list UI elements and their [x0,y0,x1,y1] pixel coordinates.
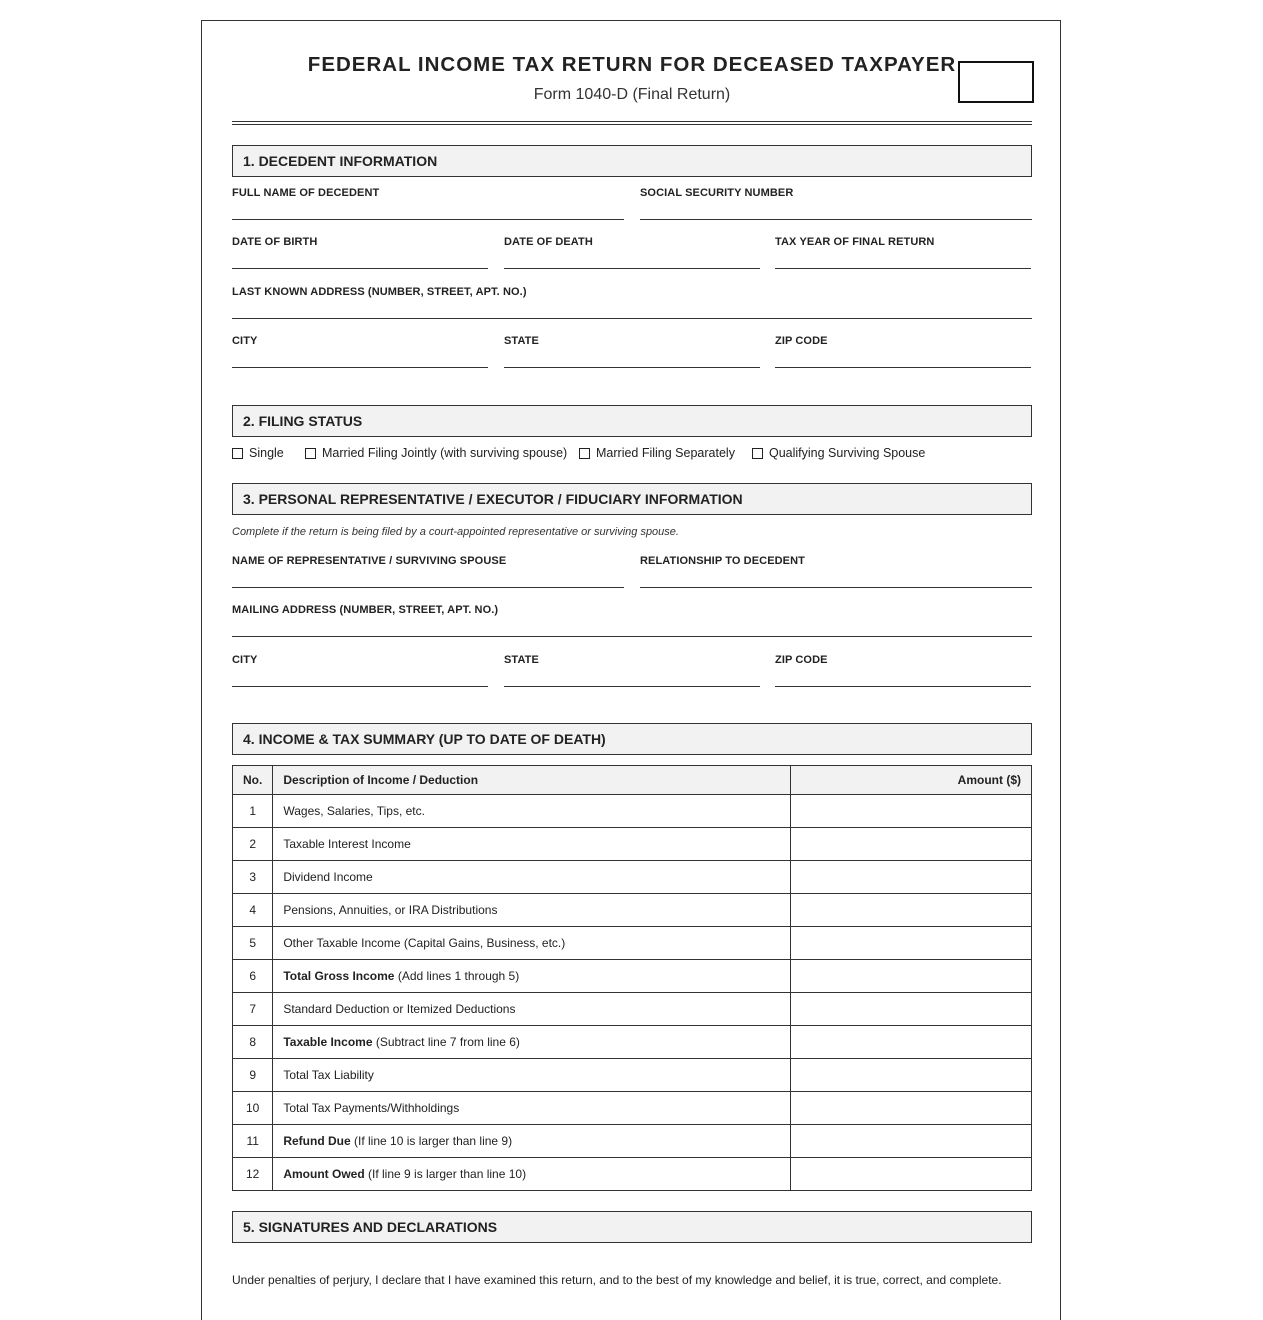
input-line[interactable] [232,367,488,368]
line-number: 12 [233,1158,273,1191]
line-number: 7 [233,993,273,1026]
line-description-text: Wages, Salaries, Tips, etc. [283,804,425,818]
amount-input-cell[interactable] [791,828,1032,861]
field-decedent-zip[interactable] [775,335,1031,347]
field-decedent-address[interactable] [232,286,1032,298]
amount-input-cell[interactable] [791,1092,1032,1125]
line-description [273,1125,791,1158]
field-decedent-dob[interactable] [232,236,488,248]
line-description [273,1092,791,1125]
form-number-box[interactable] [958,61,1034,103]
line-description-bold: Taxable Income [283,1035,373,1049]
line-description [273,795,791,828]
amount-input-cell[interactable] [791,894,1032,927]
amount-input-cell[interactable] [791,795,1032,828]
field-decedent-state[interactable] [504,335,760,347]
line-number: 6 [233,960,273,993]
column-header-description: Description of Income / Deduction [273,766,791,795]
line-description [273,861,791,894]
input-line[interactable] [640,587,1032,588]
checkbox-square[interactable] [232,448,243,459]
checkbox-married-jointly[interactable] [305,446,567,460]
line-number: 3 [233,861,273,894]
input-line[interactable] [775,686,1031,687]
line-description [273,993,791,1026]
column-header-no: No. [233,766,273,795]
line-description-text: Standard Deduction or Itemized Deductions [283,1002,516,1016]
amount-input-cell[interactable] [791,960,1032,993]
checkbox-label: Single [249,446,284,460]
field-representative-state[interactable] [504,654,760,666]
field-label: DATE OF DEATH [504,236,593,248]
filing-status-options [232,446,1032,464]
field-decedent-tax-year[interactable] [775,236,1031,248]
field-representative-city[interactable] [232,654,488,666]
field-decedent-full-name[interactable] [232,187,624,199]
line-description-text: (If line 9 is larger than line 10) [364,1167,527,1181]
field-decedent-ssn[interactable] [640,187,1032,199]
table-row [233,795,1032,828]
section-filing-heading: 2. FILING STATUS [232,405,1032,437]
field-label: STATE [504,335,539,347]
input-line[interactable] [504,686,760,687]
field-label: STATE [504,654,539,666]
amount-input-cell[interactable] [791,1125,1032,1158]
representative-note: Complete if the return is being filed by a court-appointed representative or surviving spouse. [232,526,679,538]
amount-input-cell[interactable] [791,1158,1032,1191]
line-description-text: Taxable Interest Income [283,837,411,851]
amount-input-cell[interactable] [791,927,1032,960]
field-representative-name[interactable] [232,555,624,567]
amount-input-cell[interactable] [791,1059,1032,1092]
input-line[interactable] [504,367,760,368]
line-description-text: (If line 10 is larger than line 9) [350,1134,513,1148]
input-line[interactable] [775,367,1031,368]
input-line[interactable] [775,268,1031,269]
table-row [233,1026,1032,1059]
field-label: LAST KNOWN ADDRESS (NUMBER, STREET, APT. NO.) [232,286,527,298]
checkbox-label: Married Filing Jointly (with surviving spouse) [322,446,568,460]
field-label: FULL NAME OF DECEDENT [232,187,380,199]
input-line[interactable] [232,219,624,220]
amount-input-cell[interactable] [791,993,1032,1026]
field-label: ZIP CODE [775,654,828,666]
line-number: 10 [233,1092,273,1125]
form-page [201,20,1061,1320]
line-description-text: (Subtract line 7 from line 6) [372,1035,520,1049]
form-content [232,21,1032,1287]
section-decedent-heading: 1. DECEDENT INFORMATION [232,145,1032,177]
line-description-text: Other Taxable Income (Capital Gains, Business, etc.) [283,936,566,950]
input-line[interactable] [232,686,488,687]
form-title: FEDERAL INCOME TAX RETURN FOR DECEASED TAXPAYER [307,53,957,76]
line-description [273,1026,791,1059]
field-representative-zip[interactable] [775,654,1031,666]
section-signatures-heading: 5. SIGNATURES AND DECLARATIONS [232,1211,1032,1243]
line-description [273,1059,791,1092]
field-representative-address[interactable] [232,604,1032,616]
line-description [273,1158,791,1191]
checkbox-label: Qualifying Surviving Spouse [769,446,926,460]
line-description-text: Total Tax Payments/Withholdings [283,1101,460,1115]
line-number: 11 [233,1125,273,1158]
line-number: 2 [233,828,273,861]
field-label: CITY [232,654,258,666]
checkbox-square[interactable] [579,448,590,459]
input-line[interactable] [640,219,1032,220]
table-header-row [233,766,1032,795]
header-divider [232,121,1032,125]
form-subtitle: Form 1040-D (Final Return) [533,86,731,103]
table-row [233,894,1032,927]
field-label: CITY [232,335,258,347]
income-table-body [233,795,1032,1191]
declaration-text: Under penalties of perjury, I declare that I have examined this return, and to the best of my knowledge and belief, it is true, correct, and complete. [232,1273,1002,1287]
section-income-heading: 4. INCOME & TAX SUMMARY (UP TO DATE OF DEATH) [232,723,1032,755]
column-header-amount: Amount ($) [791,766,1032,795]
input-line[interactable] [232,587,624,588]
line-description-text: (Add lines 1 through 5) [394,969,520,983]
income-table [232,765,1032,1191]
table-row [233,1059,1032,1092]
field-label: MAILING ADDRESS (NUMBER, STREET, APT. NO.) [232,604,499,616]
field-decedent-dod[interactable] [504,236,760,248]
table-row [233,1125,1032,1158]
field-label: SOCIAL SECURITY NUMBER [640,187,794,199]
form-header [232,21,1032,126]
line-number: 1 [233,795,273,828]
line-description-bold: Amount Owed [283,1167,365,1181]
section-representative-heading: 3. PERSONAL REPRESENTATIVE / EXECUTOR / FIDUCIARY INFORMATION [232,483,1032,515]
input-line[interactable] [232,318,1032,319]
table-row [233,1092,1032,1125]
line-description-bold: Refund Due [283,1134,351,1148]
input-line[interactable] [232,636,1032,637]
table-row [233,828,1032,861]
table-row [233,927,1032,960]
checkbox-single[interactable] [232,446,284,460]
field-representative-relationship[interactable] [640,555,1032,567]
checkbox-qualifying-spouse[interactable] [752,446,925,460]
field-label: DATE OF BIRTH [232,236,318,248]
checkbox-label: Married Filing Separately [596,446,735,460]
line-description-text: Total Tax Liability [283,1068,374,1082]
input-line[interactable] [504,268,760,269]
table-row [233,960,1032,993]
amount-input-cell[interactable] [791,861,1032,894]
line-description [273,927,791,960]
checkbox-square[interactable] [752,448,763,459]
line-description [273,828,791,861]
field-decedent-city[interactable] [232,335,488,347]
checkbox-square[interactable] [305,448,316,459]
field-label: NAME OF REPRESENTATIVE / SURVIVING SPOUSE [232,555,507,567]
amount-input-cell[interactable] [791,1026,1032,1059]
table-row [233,861,1032,894]
field-label: RELATIONSHIP TO DECEDENT [640,555,805,567]
line-description [273,960,791,993]
line-description [273,894,791,927]
checkbox-married-separately[interactable] [579,446,735,460]
table-row [233,1158,1032,1191]
line-description-text: Dividend Income [283,870,373,884]
field-label: ZIP CODE [775,335,828,347]
line-description-text: Pensions, Annuities, or IRA Distributions [283,903,498,917]
field-label: TAX YEAR OF FINAL RETURN [775,236,935,248]
line-number: 8 [233,1026,273,1059]
line-number: 5 [233,927,273,960]
table-row [233,993,1032,1026]
input-line[interactable] [232,268,488,269]
line-number: 4 [233,894,273,927]
line-number: 9 [233,1059,273,1092]
line-description-bold: Total Gross Income [283,969,395,983]
